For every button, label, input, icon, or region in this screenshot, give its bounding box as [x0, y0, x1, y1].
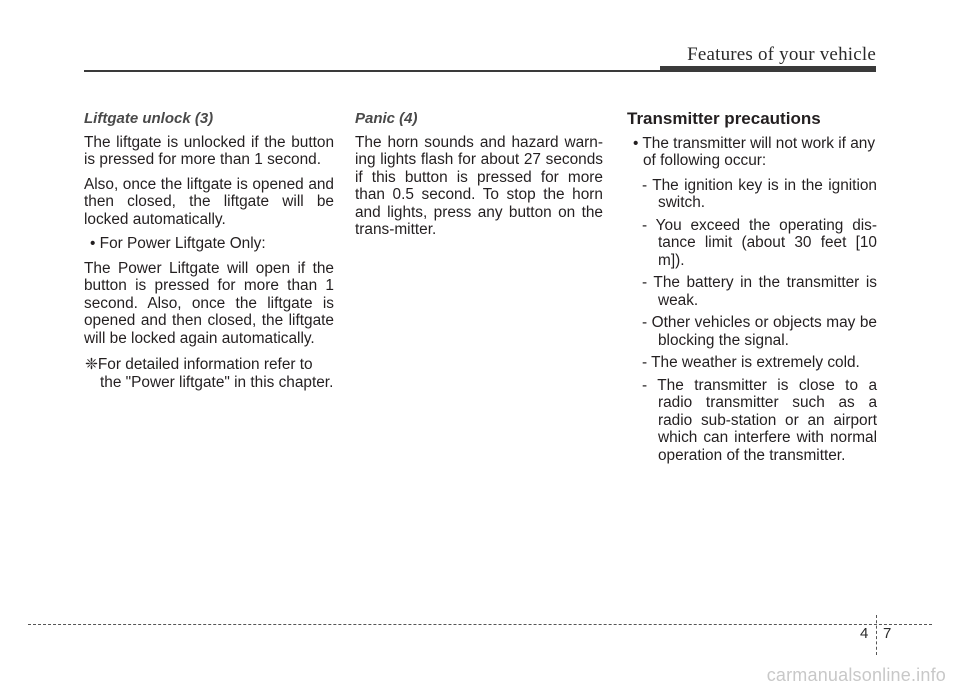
liftgate-unlock-heading: Liftgate unlock (3) — [84, 110, 214, 127]
liftgate-unlock-para-2: Also, once the liftgate is opened and then closed, the liftgate will be locked automatically. — [84, 175, 334, 228]
liftgate-unlock-para-3: The Power Liftgate will open if the button is pressed for more than 1 second. Also, once the liftgate is opened and then closed, the liftgate will be locked again automatically. — [84, 259, 334, 347]
precaution-item: - The ignition key is in the ignition switch. — [642, 176, 877, 211]
watermark: carmanualsonline.info — [766, 665, 946, 685]
column-panic — [355, 110, 603, 246]
precaution-item: - You exceed the operating dis-tance limit (about 30 feet [10 m]). — [642, 216, 877, 269]
transmitter-bullet: • The transmitter will not work if any of following occur: — [633, 134, 876, 169]
power-liftgate-note: ❈For detailed information refer to the "Power liftgate" in this chapter. — [85, 356, 334, 391]
header-rule-thick — [660, 66, 876, 72]
footer-rule — [28, 624, 932, 625]
precaution-item: - Other vehicles or objects may be blocking the signal. — [642, 314, 877, 349]
column-liftgate-unlock — [84, 110, 334, 391]
power-liftgate-bullet: • For Power Liftgate Only: — [90, 235, 266, 252]
precaution-item: - The battery in the transmitter is weak. — [642, 274, 877, 309]
header-rule-thin — [84, 70, 664, 72]
precaution-item: - The weather is extremely cold. — [642, 354, 860, 371]
page-number: 7 — [883, 625, 892, 642]
panic-heading: Panic (4) — [355, 110, 418, 127]
column-transmitter-precautions — [627, 110, 877, 469]
section-number: 4 — [860, 625, 869, 642]
page-number-divider — [876, 615, 877, 655]
transmitter-precautions-heading: Transmitter precautions — [627, 109, 821, 128]
liftgate-unlock-para-1: The liftgate is unlocked if the button is pressed for more than 1 second. — [84, 133, 334, 168]
panic-para: The horn sounds and hazard warn-ing lights flash for about 27 seconds if this button is pressed for more than 0.5 second. To stop the horn and lights, press any button on the trans-mitter. — [355, 133, 603, 238]
precaution-item: - The transmitter is close to a radio transmitter such as a radio sub-station or an airport which can interfere with normal operation of the transmitter. — [642, 376, 877, 464]
header-title: Features of your vehicle — [687, 44, 876, 65]
